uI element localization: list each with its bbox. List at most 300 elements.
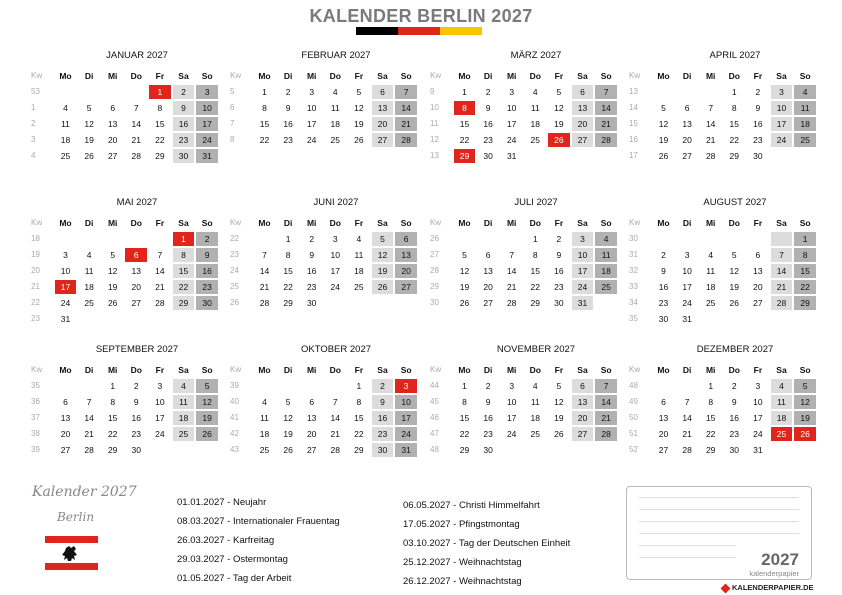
week-number: 37 xyxy=(31,413,40,422)
day-cell: 31 xyxy=(506,151,517,161)
day-cell: 15 xyxy=(283,266,293,276)
day-cell: 8 xyxy=(462,397,467,407)
day-cell: 10 xyxy=(395,395,417,409)
day-cell: 13 xyxy=(107,119,118,129)
month-name: AUGUST 2027 xyxy=(703,197,767,208)
day-cell: 3 xyxy=(572,232,594,246)
weekday-header: Di xyxy=(682,71,692,81)
week-number: 29 xyxy=(430,282,439,291)
month-name: FEBRUAR 2027 xyxy=(301,50,371,61)
day-cell: 30 xyxy=(753,151,763,161)
day-cell: 14 xyxy=(155,266,165,276)
week-number: 20 xyxy=(31,266,40,275)
week-number: 41 xyxy=(230,413,239,422)
day-cell: 3 xyxy=(157,381,163,391)
holiday-day-cell: 29 xyxy=(454,149,476,163)
day-cell: 18 xyxy=(705,282,716,292)
kw-header: Kw xyxy=(629,218,641,227)
day-cell: 15 xyxy=(354,413,364,423)
page-title: KALENDER BERLIN 2027 xyxy=(309,6,533,26)
week-number: 45 xyxy=(430,397,439,406)
day-cell: 9 xyxy=(485,397,491,407)
day-cell: 21 xyxy=(595,411,617,425)
day-cell: 17 xyxy=(572,264,594,278)
day-cell: 4 xyxy=(595,232,617,246)
week-number: 48 xyxy=(430,445,439,454)
week-number: 26 xyxy=(430,234,439,243)
week-number: 26 xyxy=(230,298,239,307)
day-cell: 14 xyxy=(330,413,341,423)
month-name: MÄRZ 2027 xyxy=(510,50,562,61)
day-cell: 26 xyxy=(372,280,394,294)
day-cell: 14 xyxy=(395,101,417,115)
day-cell: 14 xyxy=(682,413,692,423)
weekday-header: Sa xyxy=(178,71,189,81)
week-number: 32 xyxy=(629,266,638,275)
week-number: 34 xyxy=(629,298,638,307)
day-cell: 14 xyxy=(705,119,716,129)
day-cell xyxy=(700,232,722,246)
week-number: 17 xyxy=(629,151,638,160)
day-cell: 22 xyxy=(729,135,740,145)
weekday-header: Mo xyxy=(258,71,271,81)
day-cell: 9 xyxy=(556,250,562,260)
holiday-day-cell: 8 xyxy=(454,101,476,115)
day-cell: 4 xyxy=(532,381,538,391)
day-cell: 5 xyxy=(462,250,467,260)
day-cell: 28 xyxy=(595,427,617,441)
weekday-header: Di xyxy=(84,71,94,81)
day-cell: 30 xyxy=(658,314,669,324)
day-cell xyxy=(595,296,617,310)
day-cell: 18 xyxy=(330,119,341,129)
weekday-header: Fr xyxy=(155,365,165,375)
notes-subtitle: kalenderpapier xyxy=(749,569,799,578)
week-number: 19 xyxy=(31,250,40,259)
weekday-header: Di xyxy=(483,218,493,228)
day-cell: 22 xyxy=(259,135,270,145)
weekday-header: Mo xyxy=(657,218,670,228)
day-cell: 9 xyxy=(173,101,195,115)
day-cell xyxy=(676,85,698,99)
month-8 xyxy=(628,197,818,328)
kw-header: Kw xyxy=(430,218,442,227)
holiday-item: 03.10.2027 - Tag der Deutschen Einheit xyxy=(403,538,571,549)
day-cell: 19 xyxy=(554,119,564,129)
month-name: OKTOBER 2027 xyxy=(300,344,372,355)
day-cell xyxy=(324,296,346,310)
weekday-header: Sa xyxy=(577,365,588,375)
day-cell: 24 xyxy=(330,282,341,292)
day-cell: 3 xyxy=(309,87,315,97)
month-name: DEZEMBER 2027 xyxy=(696,344,774,355)
weekday-header: Di xyxy=(283,71,293,81)
day-cell: 11 xyxy=(530,397,540,407)
month-9 xyxy=(30,344,220,459)
day-cell: 21 xyxy=(705,135,716,145)
day-cell: 27 xyxy=(572,427,594,441)
week-number: 23 xyxy=(31,314,40,323)
holiday-item: 29.03.2027 - Ostermontag xyxy=(177,554,288,565)
day-cell: 9 xyxy=(285,103,291,113)
weekday-header: Di xyxy=(483,71,493,81)
day-cell: 20 xyxy=(306,429,317,439)
day-cell xyxy=(524,443,546,457)
day-cell: 8 xyxy=(708,397,714,407)
day-cell: 5 xyxy=(196,379,218,393)
weekday-header: Fr xyxy=(554,365,564,375)
day-cell: 18 xyxy=(84,282,94,292)
day-cell: 24 xyxy=(753,429,763,439)
day-cell xyxy=(78,379,100,393)
day-cell: 29 xyxy=(283,298,293,308)
weekday-header: So xyxy=(201,365,213,375)
kw-header: Kw xyxy=(31,71,43,80)
day-cell: 14 xyxy=(84,413,94,423)
week-number: 7 xyxy=(230,119,235,128)
day-cell: 30 xyxy=(554,298,564,308)
day-cell xyxy=(125,312,147,326)
week-number: 40 xyxy=(230,397,239,406)
kw-header: Kw xyxy=(31,218,43,227)
weekday-header: Do xyxy=(529,365,541,375)
day-cell: 28 xyxy=(595,133,617,147)
day-cell: 4 xyxy=(532,87,538,97)
day-cell xyxy=(254,379,276,393)
holiday-item: 25.12.2027 - Weihnachtstag xyxy=(403,557,522,568)
weekday-header: Sa xyxy=(377,71,388,81)
day-cell: 29 xyxy=(354,445,364,455)
day-cell xyxy=(277,379,299,393)
week-number: 12 xyxy=(430,135,439,144)
day-cell: 14 xyxy=(259,266,270,276)
day-cell: 7 xyxy=(395,85,417,99)
day-cell: 28 xyxy=(395,133,417,147)
day-cell: 22 xyxy=(459,135,470,145)
day-cell: 4 xyxy=(771,379,793,393)
day-cell: 3 xyxy=(332,234,338,244)
day-cell: 4 xyxy=(86,250,92,260)
day-cell: 19 xyxy=(554,413,564,423)
day-cell: 11 xyxy=(61,119,70,129)
day-cell: 29 xyxy=(155,151,165,161)
day-cell: 22 xyxy=(155,135,165,145)
day-cell: 8 xyxy=(285,250,291,260)
day-cell: 1 xyxy=(462,87,467,97)
weekday-header: Mo xyxy=(258,218,271,228)
day-cell xyxy=(747,312,769,326)
weekday-header: Fr xyxy=(554,218,564,228)
week-number: 24 xyxy=(230,266,239,275)
day-cell: 13 xyxy=(753,266,763,276)
week-number: 23 xyxy=(230,250,239,259)
day-cell: 28 xyxy=(155,298,165,308)
day-cell: 1 xyxy=(285,234,291,244)
day-cell: 2 xyxy=(309,234,315,244)
weekday-header: Fr xyxy=(753,71,763,81)
day-cell: 16 xyxy=(753,119,763,129)
week-number: 15 xyxy=(629,119,638,128)
day-cell: 25 xyxy=(794,133,816,147)
weekday-header: Fr xyxy=(354,218,364,228)
day-cell: 7 xyxy=(86,397,92,407)
day-cell: 3 xyxy=(684,250,690,260)
day-cell xyxy=(55,379,77,393)
day-cell: 13 xyxy=(483,266,493,276)
day-cell: 31 xyxy=(753,445,763,455)
day-cell xyxy=(196,312,218,326)
week-number: 16 xyxy=(629,135,638,144)
weekday-header: Do xyxy=(329,71,341,81)
week-number: 46 xyxy=(430,413,439,422)
day-cell: 22 xyxy=(173,280,195,294)
day-cell: 2 xyxy=(731,381,737,391)
kw-header: Kw xyxy=(430,365,442,374)
day-cell: 16 xyxy=(196,264,218,278)
day-cell: 29 xyxy=(459,445,470,455)
day-cell xyxy=(676,232,698,246)
day-cell: 9 xyxy=(485,103,491,113)
day-cell: 20 xyxy=(483,282,493,292)
day-cell: 5 xyxy=(794,379,816,393)
week-number: 39 xyxy=(230,381,239,390)
day-cell: 19 xyxy=(459,282,470,292)
day-cell: 13 xyxy=(658,413,669,423)
day-cell: 20 xyxy=(572,411,594,425)
weekday-header: So xyxy=(201,218,213,228)
day-cell: 1 xyxy=(462,381,467,391)
day-cell: 12 xyxy=(196,395,218,409)
holiday-day-cell: 1 xyxy=(149,85,171,99)
day-cell: 19 xyxy=(372,264,394,278)
month-name: JANUAR 2027 xyxy=(106,50,168,61)
day-cell: 31 xyxy=(682,314,692,324)
day-cell: 29 xyxy=(794,296,816,310)
weekday-header: Di xyxy=(682,218,692,228)
weekday-header: Mo xyxy=(458,71,471,81)
day-cell xyxy=(102,85,124,99)
day-cell: 8 xyxy=(262,103,267,113)
month-name: JUNI 2027 xyxy=(313,197,359,208)
weekday-header: Sa xyxy=(377,365,388,375)
day-cell: 25 xyxy=(259,445,270,455)
day-cell: 12 xyxy=(107,266,118,276)
day-cell: 20 xyxy=(682,135,692,145)
day-cell: 17 xyxy=(196,117,218,131)
holiday-day-cell: 1 xyxy=(173,232,195,246)
day-cell: 11 xyxy=(794,101,816,115)
week-number: 18 xyxy=(31,234,40,243)
weekday-header: Do xyxy=(529,218,541,228)
day-cell: 9 xyxy=(731,397,737,407)
day-cell xyxy=(771,443,793,457)
weekday-header: Di xyxy=(84,218,94,228)
weekday-header: So xyxy=(600,218,612,228)
day-cell: 4 xyxy=(63,103,68,113)
day-cell: 22 xyxy=(354,429,364,439)
kw-header: Kw xyxy=(629,71,641,80)
day-cell xyxy=(324,379,346,393)
week-number: 10 xyxy=(430,103,439,112)
day-cell: 19 xyxy=(196,411,218,425)
day-cell: 18 xyxy=(794,117,816,131)
weekday-header: Do xyxy=(329,218,341,228)
day-cell: 28 xyxy=(131,151,142,161)
day-cell: 15 xyxy=(107,413,118,423)
day-cell: 11 xyxy=(706,266,716,276)
day-cell: 17 xyxy=(771,117,793,131)
month-12 xyxy=(628,344,818,459)
weekday-header: So xyxy=(799,365,811,375)
day-cell: 20 xyxy=(372,117,394,131)
month-4 xyxy=(628,50,818,165)
weekday-header: So xyxy=(799,71,811,81)
day-cell: 11 xyxy=(173,395,195,409)
day-cell: 19 xyxy=(107,282,118,292)
weekday-header: Fr xyxy=(753,218,763,228)
weekday-header: Do xyxy=(130,218,142,228)
holiday-day-cell: 3 xyxy=(395,379,417,393)
day-cell: 16 xyxy=(372,411,394,425)
weekday-header: Fr xyxy=(354,71,364,81)
brand-diamond-icon xyxy=(721,583,731,593)
day-cell: 15 xyxy=(259,119,270,129)
day-cell: 24 xyxy=(572,280,594,294)
day-cell: 20 xyxy=(395,264,417,278)
day-cell: 22 xyxy=(705,429,716,439)
day-cell: 20 xyxy=(107,135,118,145)
day-cell xyxy=(301,379,323,393)
weekday-header: Mi xyxy=(705,365,716,375)
week-number: 39 xyxy=(31,445,40,454)
month-name: APRIL 2027 xyxy=(709,50,761,61)
day-cell: 18 xyxy=(530,119,541,129)
day-cell: 4 xyxy=(794,85,816,99)
week-number: 6 xyxy=(230,103,235,112)
day-cell xyxy=(700,312,722,326)
day-cell: 20 xyxy=(753,282,763,292)
day-cell xyxy=(78,312,100,326)
day-cell: 6 xyxy=(63,397,68,407)
day-cell: 10 xyxy=(682,266,692,276)
holiday-day-cell: 26 xyxy=(794,427,816,441)
holiday-item: 26.12.2027 - Weihnachtstag xyxy=(403,576,522,587)
week-number: 22 xyxy=(230,234,239,243)
day-cell: 3 xyxy=(196,85,218,99)
holiday-list-right xyxy=(403,496,570,591)
weekday-header: Sa xyxy=(577,71,588,81)
weekday-header: Do xyxy=(329,365,341,375)
day-cell: 27 xyxy=(107,151,118,161)
day-cell: 30 xyxy=(173,149,195,163)
day-cell xyxy=(723,232,745,246)
day-cell: 29 xyxy=(107,445,118,455)
day-cell: 15 xyxy=(729,119,740,129)
day-cell xyxy=(173,312,195,326)
flag-stripe-black xyxy=(356,27,398,35)
day-cell xyxy=(78,232,100,246)
day-cell: 27 xyxy=(395,280,417,294)
day-cell: 7 xyxy=(332,397,338,407)
kw-header: Kw xyxy=(230,365,242,374)
day-cell: 30 xyxy=(131,445,142,455)
day-cell: 24 xyxy=(60,298,71,308)
day-cell: 24 xyxy=(506,429,517,439)
day-cell: 23 xyxy=(753,135,763,145)
day-cell: 16 xyxy=(483,413,493,423)
weekday-header: Do xyxy=(728,71,740,81)
weekday-header: Mi xyxy=(107,365,118,375)
day-cell xyxy=(149,312,171,326)
day-cell: 21 xyxy=(595,117,617,131)
day-cell: 27 xyxy=(658,445,669,455)
day-cell: 12 xyxy=(729,266,740,276)
day-cell xyxy=(395,296,417,310)
weekday-header: Mi xyxy=(107,218,118,228)
month-name: NOVEMBER 2027 xyxy=(496,344,576,355)
weekday-header: Di xyxy=(283,218,293,228)
weekday-header: Di xyxy=(283,365,293,375)
day-cell: 12 xyxy=(84,119,94,129)
day-cell: 21 xyxy=(131,135,142,145)
day-cell: 18 xyxy=(173,411,195,425)
week-number: 49 xyxy=(629,397,638,406)
day-cell: 25 xyxy=(595,280,617,294)
day-cell xyxy=(254,232,276,246)
day-cell: 30 xyxy=(306,298,317,308)
day-cell: 30 xyxy=(729,445,740,455)
day-cell: 1 xyxy=(532,234,538,244)
day-cell: 4 xyxy=(356,234,362,244)
weekday-header: Mi xyxy=(705,71,716,81)
week-number: 14 xyxy=(629,103,638,112)
german-flag-bar xyxy=(356,27,482,35)
weekday-header: So xyxy=(400,218,412,228)
month-3 xyxy=(429,50,619,165)
month-11 xyxy=(429,344,619,459)
weekday-header: Mi xyxy=(506,365,517,375)
day-cell: 10 xyxy=(771,101,793,115)
day-cell: 5 xyxy=(661,103,666,113)
day-cell: 18 xyxy=(530,413,541,423)
week-number: 9 xyxy=(430,87,435,96)
day-cell: 13 xyxy=(395,248,417,262)
day-cell xyxy=(723,312,745,326)
day-cell: 21 xyxy=(395,117,417,131)
day-cell: 3 xyxy=(509,87,515,97)
month-6 xyxy=(229,197,419,312)
day-cell: 23 xyxy=(658,298,669,308)
month-name: MAI 2027 xyxy=(116,197,158,208)
day-cell: 7 xyxy=(708,103,714,113)
day-cell: 7 xyxy=(595,379,617,393)
day-cell: 26 xyxy=(107,298,118,308)
week-number: 48 xyxy=(629,381,638,390)
day-cell: 13 xyxy=(572,101,594,115)
berlin-flag-icon xyxy=(45,536,98,570)
day-cell: 26 xyxy=(554,429,564,439)
day-cell xyxy=(548,149,570,163)
day-cell xyxy=(572,443,594,457)
day-cell: 10 xyxy=(330,250,341,260)
weekday-header: Mi xyxy=(306,365,317,375)
weekday-header: Mo xyxy=(458,218,471,228)
day-cell: 20 xyxy=(572,117,594,131)
day-cell: 28 xyxy=(682,445,692,455)
day-cell: 7 xyxy=(262,250,267,260)
day-cell: 29 xyxy=(173,296,195,310)
day-cell xyxy=(653,379,675,393)
